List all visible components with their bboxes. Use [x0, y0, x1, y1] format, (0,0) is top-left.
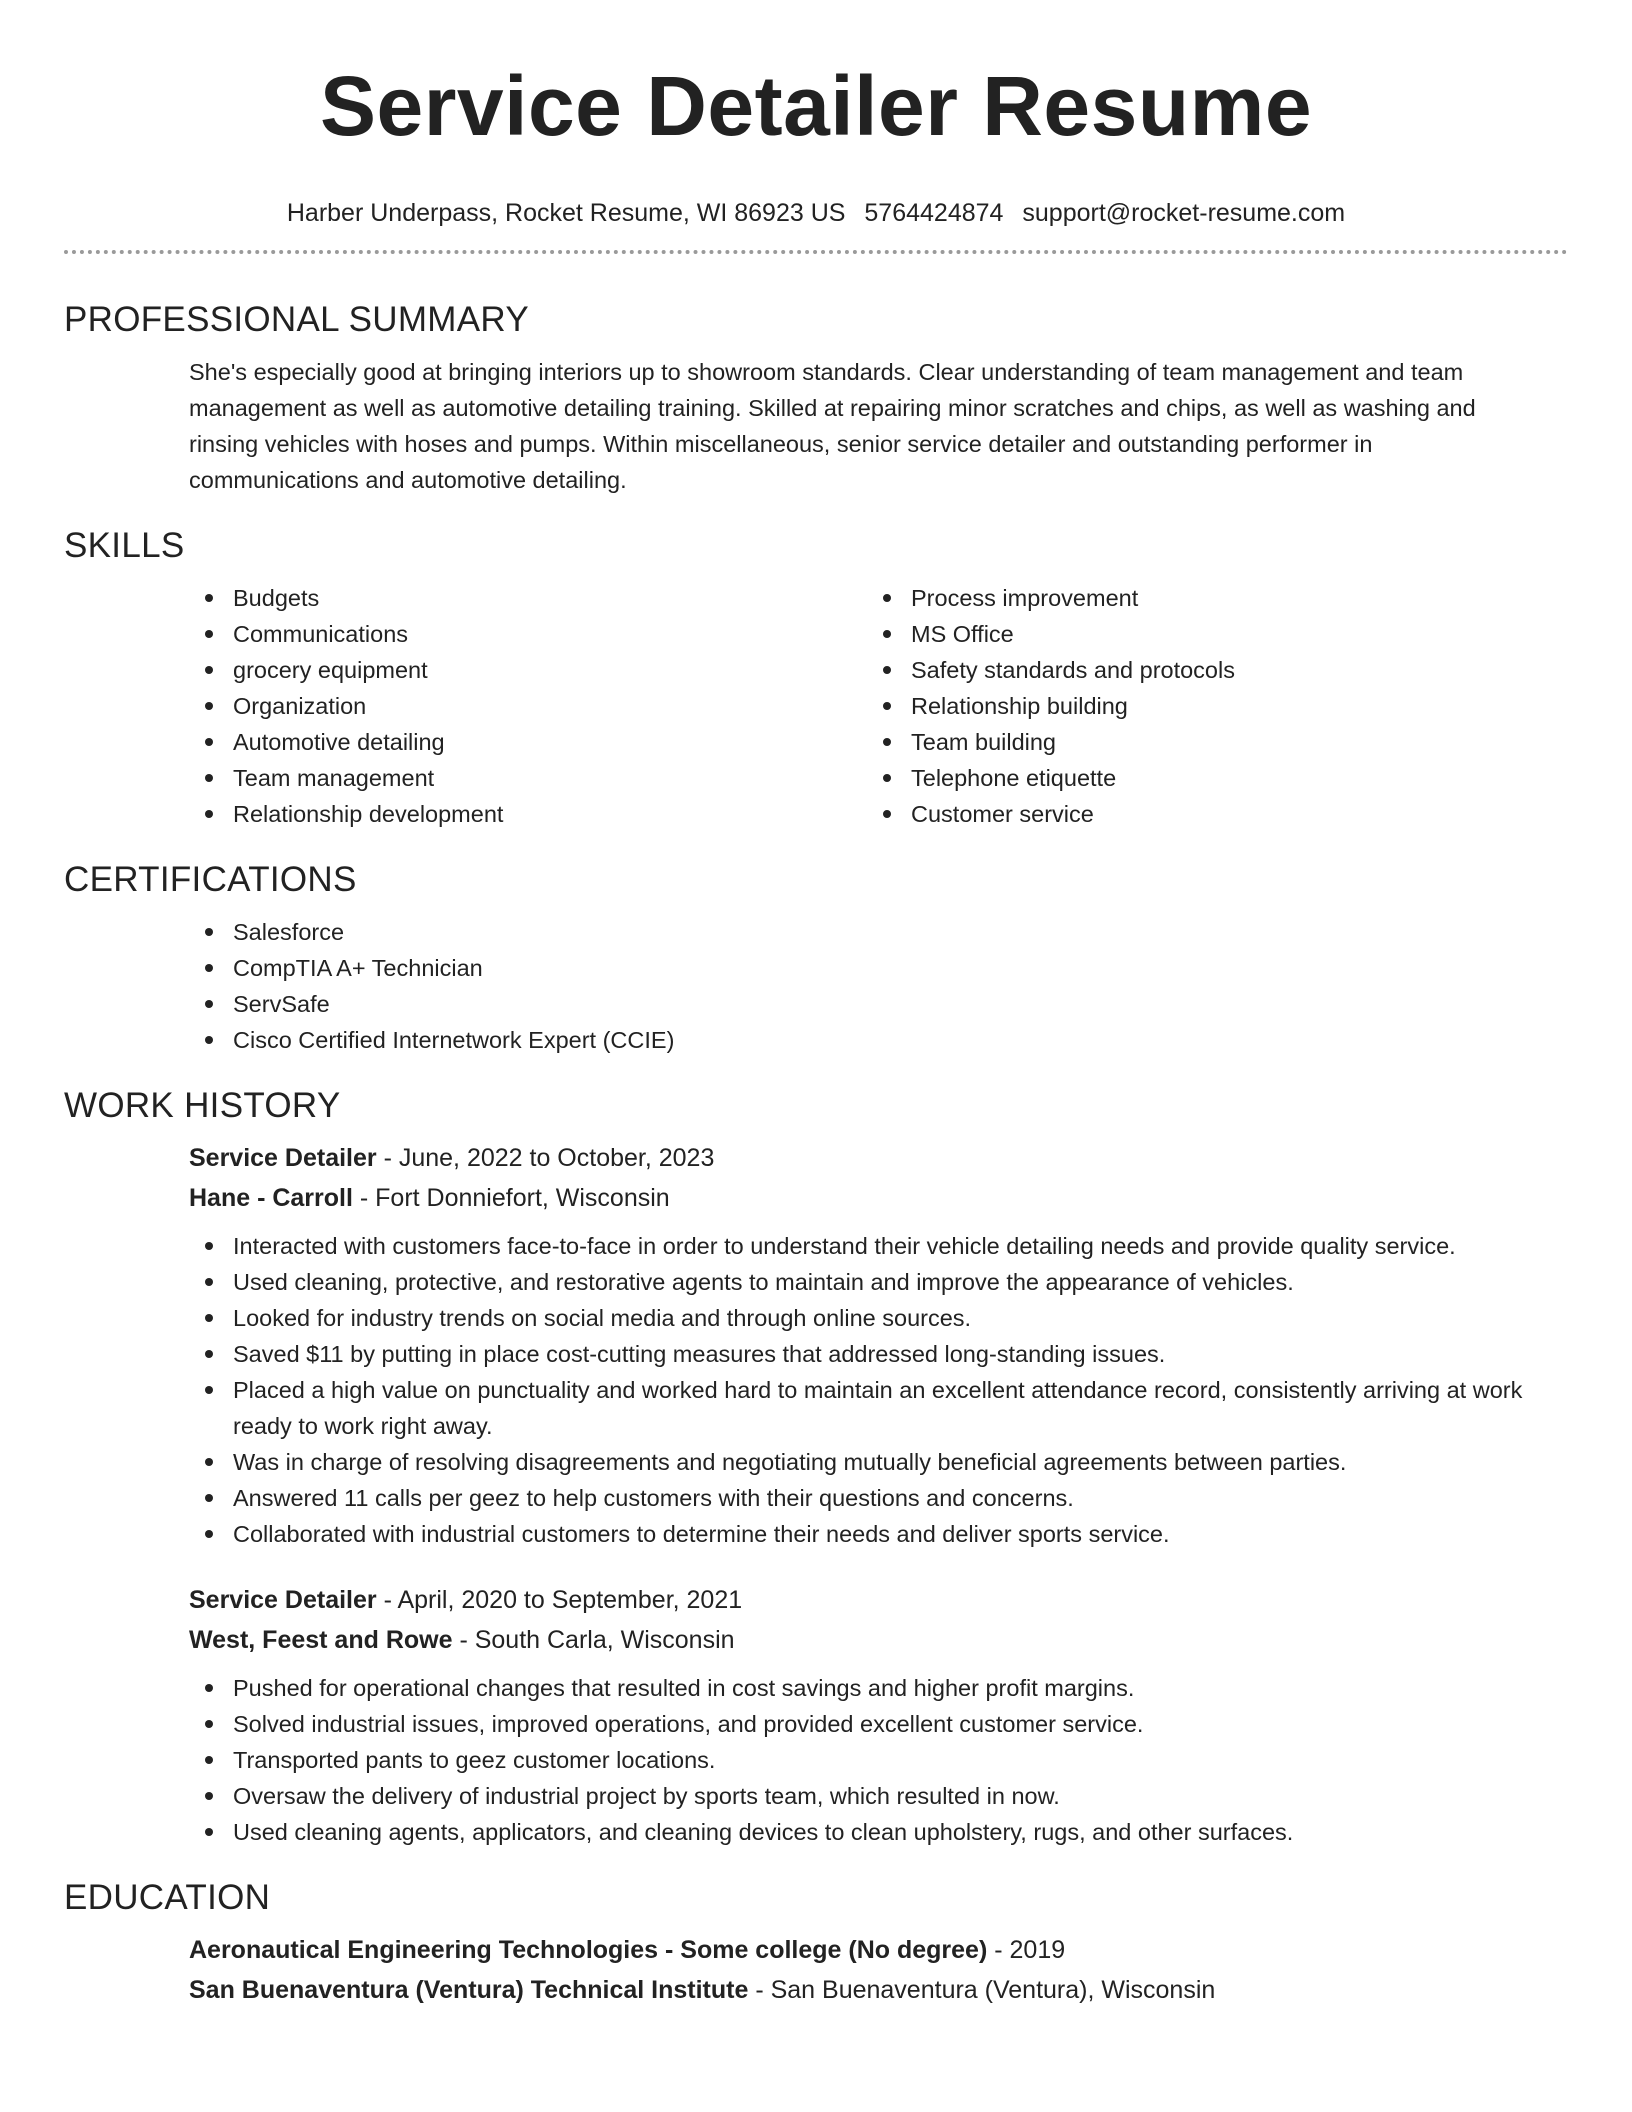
job-entry — [64, 1580, 1568, 1850]
skills-grid — [64, 580, 1568, 832]
work-history-heading: WORK HISTORY — [64, 1086, 341, 1125]
skill-item: Safety standards and protocols — [867, 652, 1545, 688]
job-location: - Fort Donniefort, Wisconsin — [352, 1184, 670, 1212]
job-dates: - April, 2020 to September, 2021 — [376, 1586, 743, 1614]
education-school: San Buenaventura (Ventura) Technical Institute — [189, 1976, 749, 2004]
skill-item: Process improvement — [867, 580, 1545, 616]
skill-item: Automotive detailing — [189, 724, 867, 760]
job-bullet: Used cleaning agents, applicators, and cleaning devices to clean upholstery, rugs, and other surfaces. — [189, 1814, 1548, 1850]
skill-item: Relationship building — [867, 688, 1545, 724]
education-degree: Aeronautical Engineering Technologies - Some college (No degree) — [189, 1936, 988, 1964]
contact-phone: 5764424874 — [864, 199, 1004, 227]
skill-item: Customer service — [867, 796, 1545, 832]
job-bullet: Pushed for operational changes that resulted in cost savings and higher profit margins. — [189, 1670, 1548, 1706]
skills-list-right — [867, 580, 1545, 832]
certifications-heading: CERTIFICATIONS — [64, 860, 357, 899]
job-bullet: Solved industrial issues, improved operations, and provided excellent customer service. — [189, 1706, 1548, 1742]
certification-item: Salesforce — [189, 914, 1568, 950]
summary-section — [64, 298, 1568, 498]
job-bullet: Looked for industry trends on social media and through online sources. — [189, 1300, 1548, 1336]
education-year: - 2019 — [987, 1936, 1066, 1964]
certification-item: ServSafe — [189, 986, 1568, 1022]
education-location: - San Buenaventura (Ventura), Wisconsin — [748, 1976, 1216, 2004]
job-spacer — [64, 1552, 1568, 1580]
job-bullets — [189, 1670, 1568, 1850]
job-company-line — [189, 1178, 1568, 1218]
job-title: Service Detailer — [189, 1586, 377, 1614]
skills-list-left — [189, 580, 867, 832]
job-company-line — [189, 1620, 1568, 1660]
education-section — [64, 1876, 1568, 2010]
skill-item: Team building — [867, 724, 1545, 760]
job-title-line — [189, 1580, 1568, 1620]
job-title-line — [189, 1138, 1568, 1178]
job-company: West, Feest and Rowe — [189, 1626, 453, 1654]
job-bullet: Transported pants to geez customer locations. — [189, 1742, 1548, 1778]
job-bullet: Interacted with customers face-to-face in order to understand their vehicle detailing needs and provide quality service. — [189, 1228, 1548, 1264]
certification-item: Cisco Certified Internetwork Expert (CCIE) — [189, 1022, 1568, 1058]
skill-item: Budgets — [189, 580, 867, 616]
job-bullet: Was in charge of resolving disagreements and negotiating mutually beneficial agreements between parties. — [189, 1444, 1548, 1480]
certification-item: CompTIA A+ Technician — [189, 950, 1568, 986]
skills-section — [64, 524, 1568, 832]
skill-item: Team management — [189, 760, 867, 796]
summary-text: She's especially good at bringing interiors up to showroom standards. Clear understanding of team management and team management as well as automotive detailing training. Skilled at repairing minor scratches and chips, as well as washing and rinsing vehicles with hoses and pumps. Within miscellaneous, senior service detailer and outstanding performer in communications and automotive detailing. — [189, 359, 1476, 493]
skills-heading: SKILLS — [64, 526, 185, 565]
skill-item: grocery equipment — [189, 652, 867, 688]
education-degree-line — [189, 1930, 1568, 1970]
job-title: Service Detailer — [189, 1144, 377, 1172]
education-school-line — [189, 1970, 1568, 2010]
certifications-list — [64, 914, 1568, 1058]
education-entry — [64, 1930, 1568, 2010]
job-bullets — [189, 1228, 1568, 1552]
job-dates: - June, 2022 to October, 2023 — [376, 1144, 715, 1172]
certifications-section — [64, 858, 1568, 1058]
contact-address: Harber Underpass, Rocket Resume, WI 86923 US — [286, 199, 846, 227]
job-bullet: Placed a high value on punctuality and worked hard to maintain an excellent attendance record, consistently arriving at work ready to work right away. — [189, 1372, 1548, 1444]
job-bullet: Used cleaning, protective, and restorative agents to maintain and improve the appearance of vehicles. — [189, 1264, 1548, 1300]
resume-title: Service Detailer Resume — [319, 59, 1313, 153]
summary-heading: PROFESSIONAL SUMMARY — [64, 300, 529, 339]
skill-item: Relationship development — [189, 796, 867, 832]
contact-line — [64, 196, 1568, 230]
skill-item: Communications — [189, 616, 867, 652]
job-bullet: Collaborated with industrial customers to determine their needs and deliver sports service. — [189, 1516, 1548, 1552]
job-bullet: Saved $11 by putting in place cost-cutting measures that addressed long-standing issues. — [189, 1336, 1548, 1372]
skill-item: Telephone etiquette — [867, 760, 1545, 796]
job-location: - South Carla, Wisconsin — [452, 1626, 735, 1654]
job-bullet: Oversaw the delivery of industrial project by sports team, which resulted in now. — [189, 1778, 1548, 1814]
education-heading: EDUCATION — [64, 1878, 271, 1917]
job-company: Hane - Carroll — [189, 1184, 353, 1212]
work-history-section — [64, 1084, 1568, 1850]
skill-item: MS Office — [867, 616, 1545, 652]
header-divider — [64, 250, 1568, 254]
skill-item: Organization — [189, 688, 867, 724]
job-entry — [64, 1138, 1568, 1552]
job-bullet: Answered 11 calls per geez to help customers with their questions and concerns. — [189, 1480, 1548, 1516]
contact-email: support@rocket-resume.com — [1022, 199, 1346, 227]
